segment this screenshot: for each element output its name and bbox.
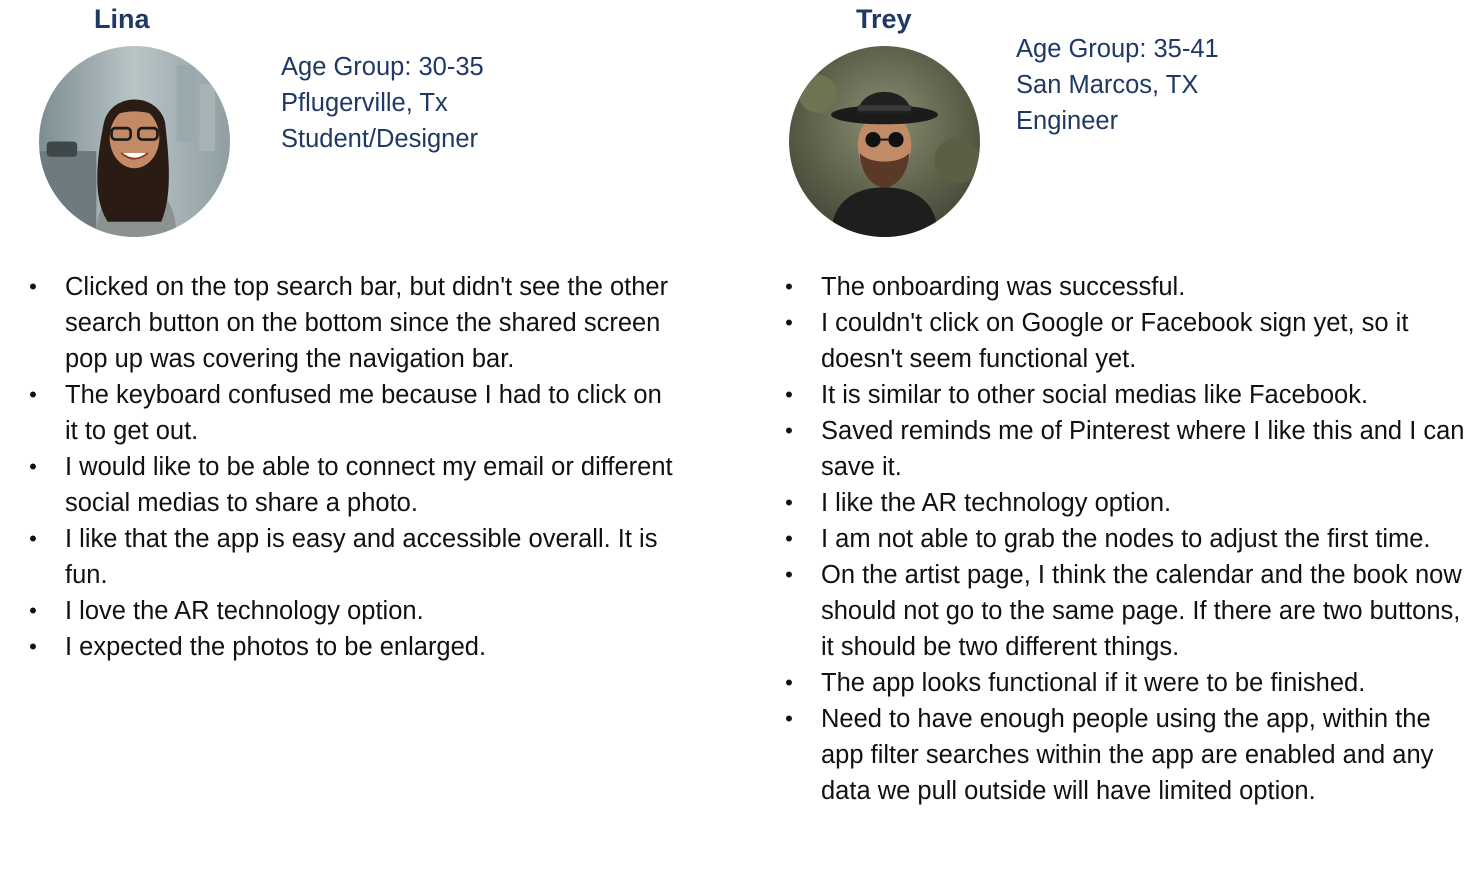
- occupation: Engineer: [1016, 107, 1119, 135]
- bullet-icon: •: [29, 382, 37, 407]
- bullet-icon: •: [785, 562, 793, 587]
- list-item: • The onboarding was successful.: [779, 269, 1474, 305]
- list-item: • The app looks functional if it were to be finished.: [779, 665, 1474, 701]
- bullet-icon: •: [29, 274, 37, 299]
- bullet-icon: •: [785, 490, 793, 515]
- occupation: Student/Designer: [281, 125, 479, 153]
- persona-name: Trey: [856, 4, 912, 34]
- man-with-hat-portrait-photo: [789, 46, 980, 237]
- persona-name: Lina: [94, 4, 150, 34]
- persona-avatar: [789, 46, 980, 237]
- list-item: • The keyboard confused me because I had to click on it to get out.: [23, 377, 673, 449]
- list-item: • I like that the app is easy and accessible overall. It is fun.: [23, 521, 673, 593]
- location: San Marcos, TX: [1016, 71, 1199, 99]
- age-group: Age Group: 35-41: [1016, 35, 1219, 63]
- bullet-icon: •: [29, 526, 37, 551]
- list-item: • Clicked on the top search bar, but didn't see the other search button on the bottom since the shared screen pop up was covering the navigation bar.: [23, 269, 673, 377]
- bullet-icon: •: [29, 454, 37, 479]
- list-item: • Saved reminds me of Pinterest where I like this and I can save it.: [779, 413, 1474, 485]
- persona-info: [281, 49, 484, 157]
- bullet-icon: •: [29, 598, 37, 623]
- list-item: • It is similar to other social medias like Facebook.: [779, 377, 1474, 413]
- list-item: • On the artist page, I think the calendar and the book now should not go to the same page. If there are two buttons, it should be two different things.: [779, 557, 1474, 665]
- location: Pflugerville, Tx: [281, 89, 448, 117]
- bullet-icon: •: [785, 526, 793, 551]
- list-item: • I love the AR technology option.: [23, 593, 673, 629]
- bullet-icon: •: [785, 382, 793, 407]
- age-group: Age Group: 30-35: [281, 53, 484, 81]
- list-item: • I like the AR technology option.: [779, 485, 1474, 521]
- bullet-icon: •: [785, 418, 793, 443]
- list-item: • I would like to be able to connect my email or different social medias to share a photo.: [23, 449, 673, 521]
- woman-portrait-photo: [39, 46, 230, 237]
- bullet-icon: •: [29, 634, 37, 659]
- feedback-list: [23, 269, 673, 665]
- bullet-icon: •: [785, 670, 793, 695]
- list-item: • I expected the photos to be enlarged.: [23, 629, 673, 665]
- feedback-list: [779, 269, 1474, 809]
- bullet-icon: •: [785, 706, 793, 731]
- persona-avatar: [39, 46, 230, 237]
- bullet-icon: •: [785, 310, 793, 335]
- persona-info: [1016, 31, 1219, 139]
- list-item: • Need to have enough people using the app, within the app filter searches within the app are enabled and any data we pull outside will have limited option.: [779, 701, 1474, 809]
- list-item: • I am not able to grab the nodes to adjust the first time.: [779, 521, 1474, 557]
- bullet-icon: •: [785, 274, 793, 299]
- list-item: • I couldn't click on Google or Facebook sign yet, so it doesn't seem functional yet.: [779, 305, 1474, 377]
